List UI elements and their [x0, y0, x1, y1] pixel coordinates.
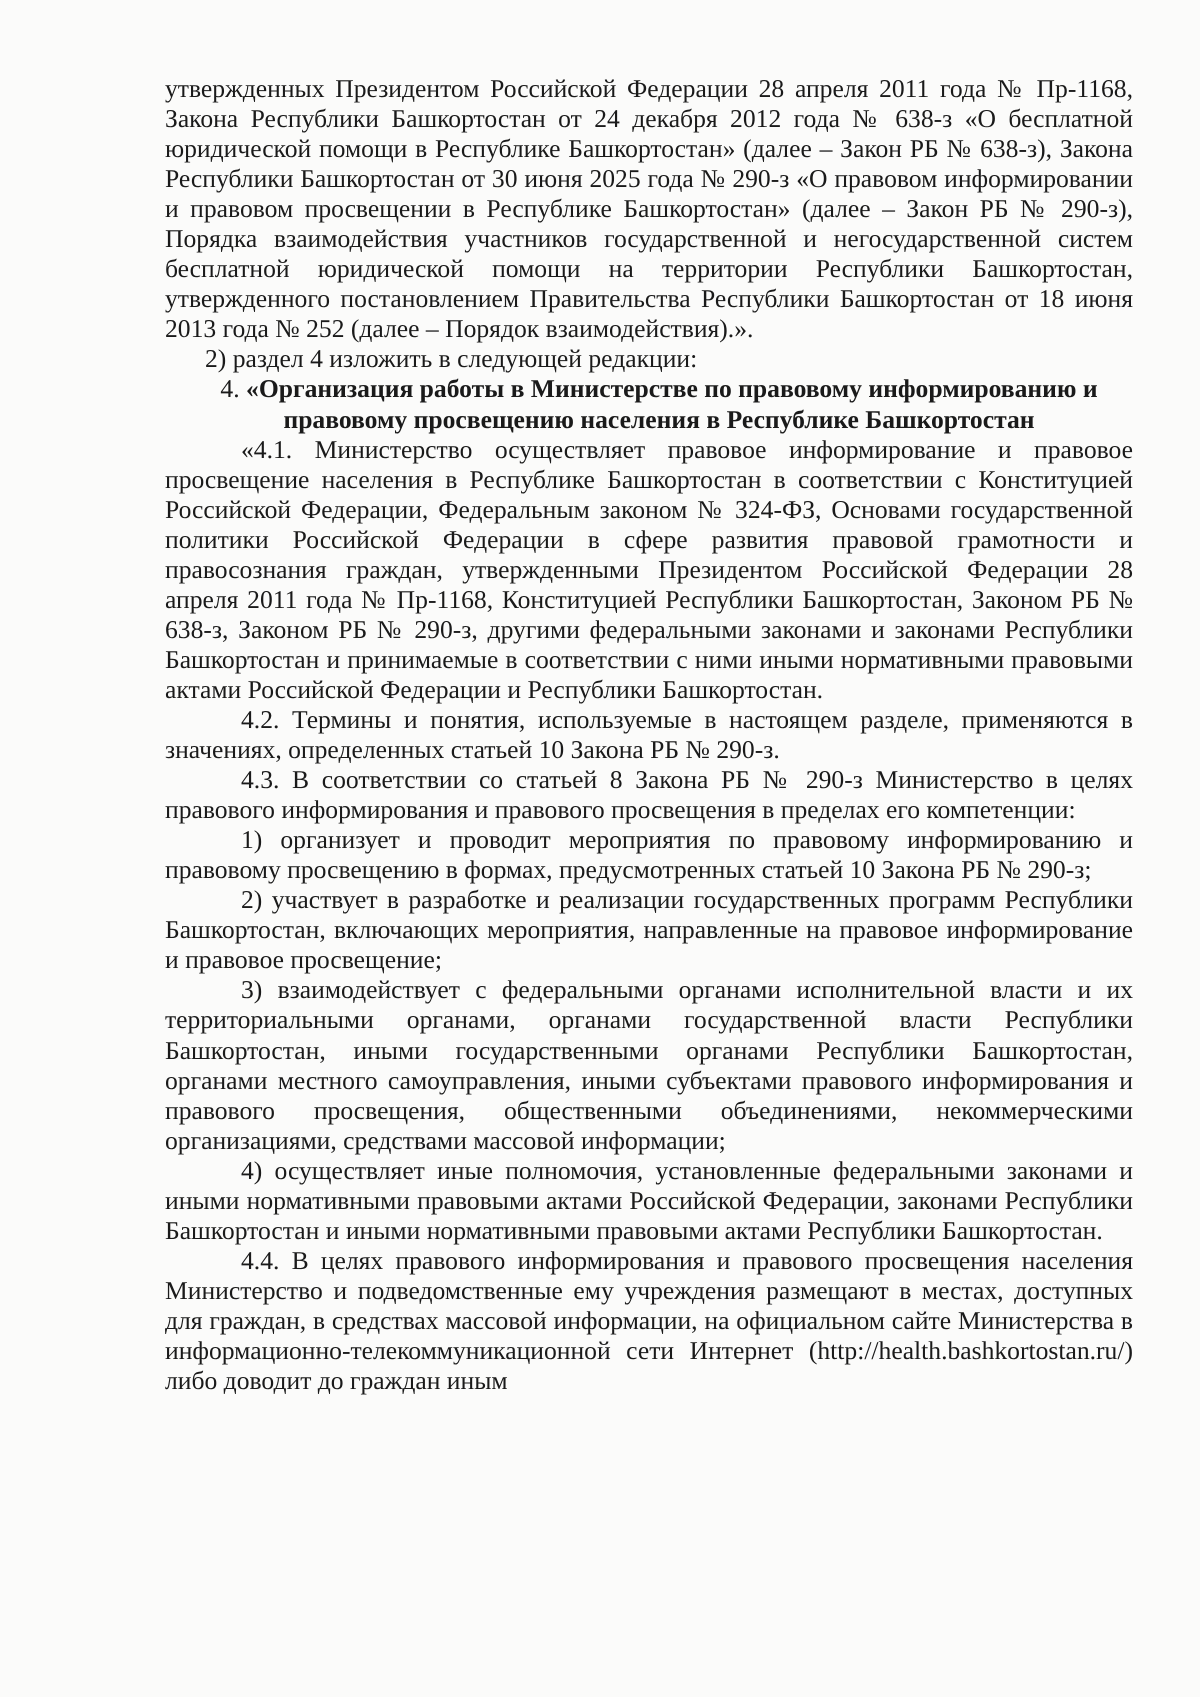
paragraph-4-3-item-3: 3) взаимодействует с федеральными органами исполнительной власти и их территориальными органами, органами государственной власти Республики Башкортостан, иными государственными органами Республики Башкортостан, органами местного самоуправления, иными субъектами правового информирования и правового просвещения, общественными объединениями, некоммерческими организациями, средствами массовой информации; [165, 975, 1133, 1155]
document-body [165, 74, 1133, 1396]
section-heading-number: 4. [220, 374, 240, 404]
paragraph-4-3-item-1: 1) организует и проводит мероприятия по правовому информированию и правовому просвещению в формах, предусмотренных статьей 10 Закона РБ № 290-з; [165, 825, 1133, 885]
paragraph-4-3-item-4: 4) осуществляет иные полномочия, установленные федеральными законами и иными нормативными правовыми актами Российской Федерации, законами Республики Башкортостан и иными нормативными правовыми актами Республики Башкортостан. [165, 1155, 1133, 1245]
paragraph-4-3-item-2: 2) участвует в разработке и реализации государственных программ Республики Башкортостан, включающих мероприятия, направленные на правовое информирование и правовое просвещение; [165, 885, 1133, 975]
section-heading [165, 374, 1133, 434]
paragraph-4-4: 4.4. В целях правового информирования и правового просвещения населения Министерство и подведомственные ему учреждения размещают в местах, доступных для граждан, в средствах массовой информации, на официальном сайте Министерства в информационно-телекоммуникационной сети Интернет (http://health.bashkortostan.ru/) либо доводит до граждан иным [165, 1245, 1133, 1396]
paragraph-4-3: 4.3. В соответствии со статьей 8 Закона РБ № 290-з Министерство в целях правового информирования и правового просвещения в пределах его компетенции: [165, 765, 1133, 825]
paragraph-amendment-item-2: 2) раздел 4 изложить в следующей редакции: [205, 344, 698, 374]
section-heading-text: «Организация работы в Министерстве по правовому информированию и правовому просвещению населения в Республике Башкортостан [246, 374, 1098, 434]
paragraph-continuation: утвержденных Президентом Российской Федерации 28 апреля 2011 года № Пр-1168, Закона Республики Башкортостан от 24 декабря 2012 года № 638-з «О бесплатной юридической помощи в Республике Башкортостан» (далее – Закон РБ № 638-з), Закона Республики Башкортостан от 30 июня 2025 года № 290-з «О правовом информировании и правовом просвещении в Республике Башкортостан» (далее – Закон РБ № 290-з), Порядка взаимодействия участников государственной и негосударственной систем бесплатной юридической помощи на территории Республики Башкортостан, утвержденного постановлением Правительства Республики Башкортостан от 18 июня 2013 года № 252 (далее – Порядок взаимодействия).». [165, 74, 1133, 344]
paragraph-4-2: 4.2. Термины и понятия, используемые в настоящем разделе, применяются в значениях, определенных статьей 10 Закона РБ № 290-з. [165, 704, 1133, 765]
paragraph-4-1: «4.1. Министерство осуществляет правовое информирование и правовое просвещение населения в Республике Башкортостан в соответствии с Конституцией Российской Федерации, Федеральным законом № 324-ФЗ, Основами государственной политики Российской Федерации в сфере развития правовой грамотности и правосознания граждан, утвержденными Президентом Российской Федерации 28 апреля 2011 года № Пр-1168, Конституцией Республики Башкортостан, Законом РБ № 638-з, Законом РБ № 290-з, другими федеральными законами и законами Республики Башкортостан и принимаемые в соответствии с ними иными нормативными правовыми актами Российской Федерации и Республики Башкортостан. [165, 434, 1133, 704]
